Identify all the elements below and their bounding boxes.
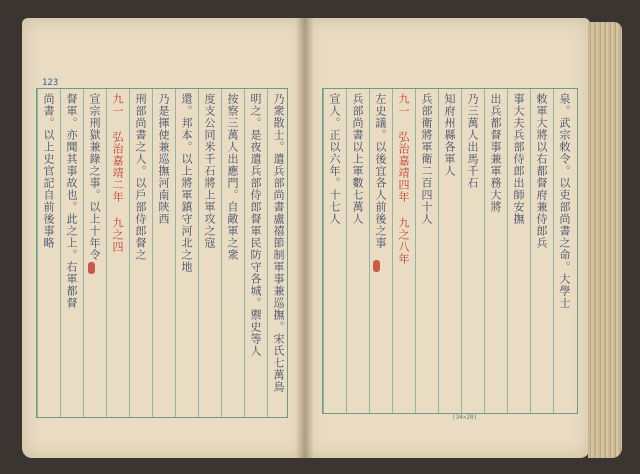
right-column-5: 乃三萬人出馬千石 bbox=[466, 93, 479, 189]
red-stamp-left bbox=[88, 262, 95, 274]
right-column-9: 左史議。以後宜各人前後之事 bbox=[374, 93, 387, 249]
right-manuscript-grid bbox=[322, 88, 578, 414]
left-column-7: 刑部尚書之人。以戶部侍郎督之 bbox=[134, 93, 147, 261]
left-column-1: 乃衆散士。遣兵部尚書盧禧節制軍事兼巡撫。宋氏七萬鳥 bbox=[272, 93, 285, 393]
page-edges bbox=[588, 22, 622, 458]
right-column-7: 兵部衛將軍衛二百四十人 bbox=[420, 93, 433, 225]
left-column-2: 明之。是夜遣兵部侍郎督軍民防守各城。禦史等人 bbox=[249, 93, 262, 357]
left-column-10: 督軍。亦聞其事故也。此之上。右軍都督 bbox=[65, 93, 78, 309]
right-page-footer: (34×20) bbox=[452, 414, 478, 421]
left-manuscript-grid bbox=[36, 88, 288, 418]
red-stamp-right bbox=[373, 260, 380, 272]
right-column-2: 敕軍大將以右都督府兼侍郎兵 bbox=[535, 93, 548, 249]
left-column-3: 按察三萬人出應門。自敵軍之衆 bbox=[226, 93, 239, 261]
right-column-6: 知府州縣各軍人 bbox=[443, 93, 456, 177]
left-column-11: 尚書。以上史官記自前後事略 bbox=[42, 93, 55, 249]
left-column-5: 還。邦本。以上將軍鎮守河北之地 bbox=[180, 93, 193, 273]
right-column-1: 泉。武宗敕令。以吏部尚書之命。大學士 bbox=[558, 93, 571, 309]
right-column-8: 九一 弘治嘉靖四年 九之八年 bbox=[397, 93, 410, 265]
left-column-4: 度支公同米千石將上軍攻之寇 bbox=[203, 93, 216, 249]
right-column-4: 出兵都督事兼軍務大將 bbox=[489, 93, 502, 213]
book-gutter bbox=[296, 18, 314, 458]
left-page-number: 123 bbox=[42, 78, 59, 88]
left-column-8: 九一 弘治嘉靖二年 九之四 bbox=[111, 93, 124, 253]
right-column-10: 兵部尚書以上軍數七萬人 bbox=[351, 93, 364, 225]
right-column-3: 事大夫兵部侍郎出師安撫 bbox=[512, 93, 525, 225]
left-column-9: 宣宗刑獄兼錄之事。以上十年令 bbox=[88, 93, 101, 261]
right-column-11: 宣人。正以六年。十七人 bbox=[328, 93, 341, 225]
left-column-6: 乃是揮使兼巡撫河南陝西 bbox=[157, 93, 170, 225]
